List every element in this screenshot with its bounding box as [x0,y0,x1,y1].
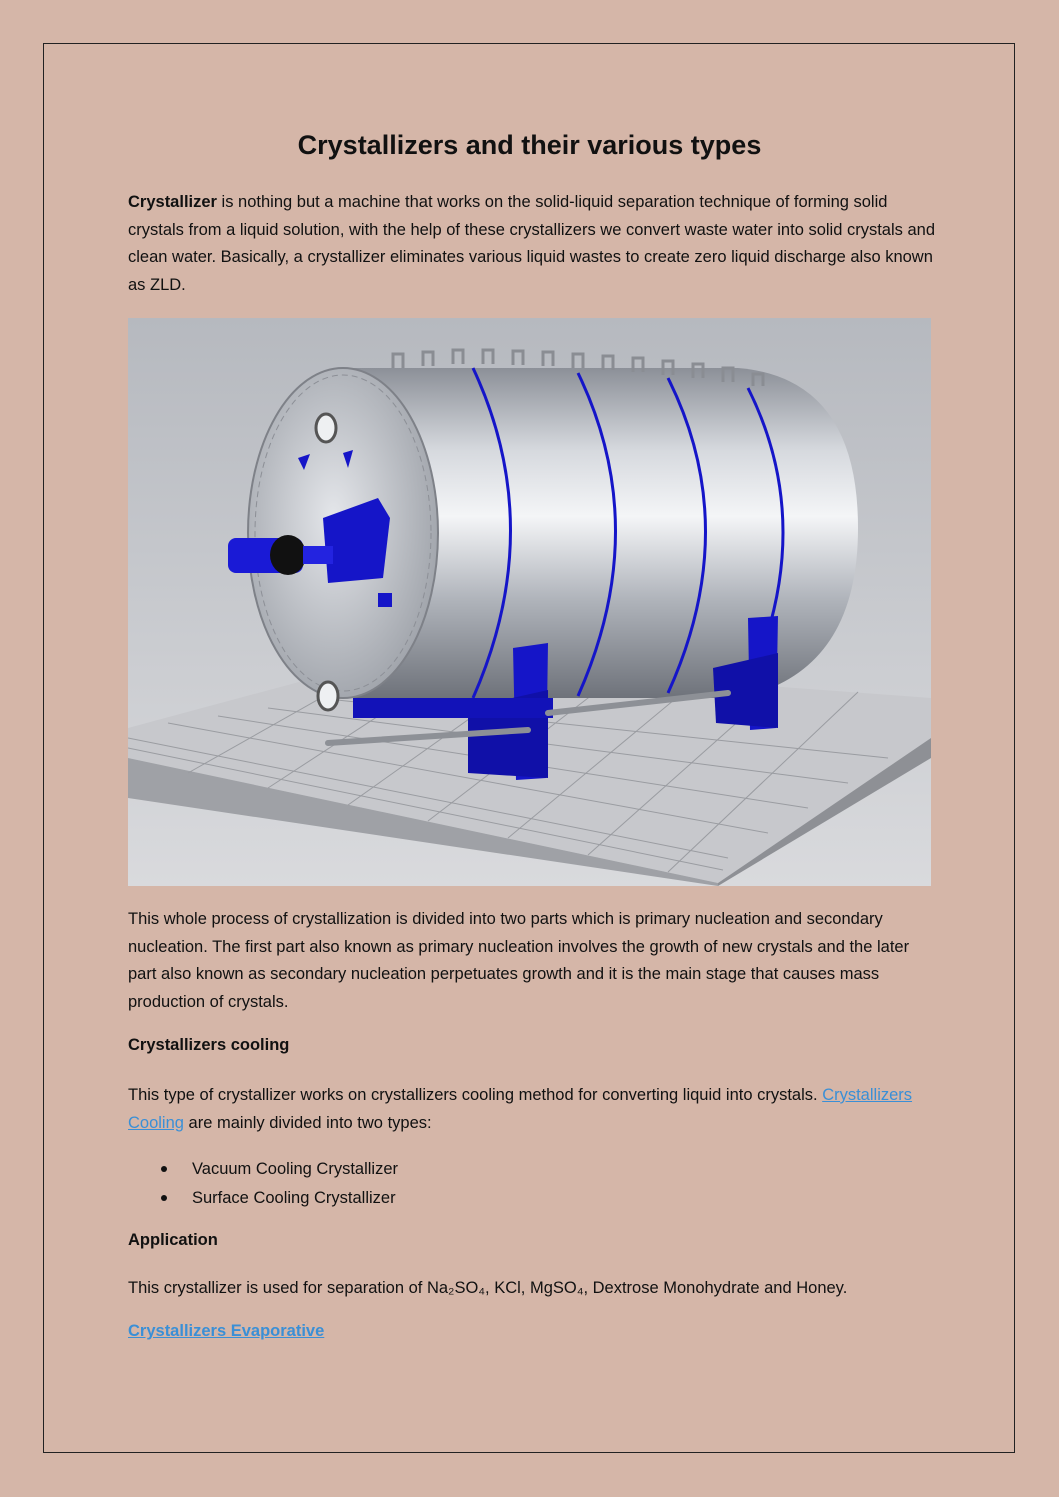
cooling-text-after: are mainly divided into two types: [183,1113,432,1132]
intro-text: is nothing but a machine that works on the solid-liquid separation technique of forming solid crystals from a liquid solution, with the help of these crystallizers we convert waste water into solid crystals and clean water. Basically, a crystallizer eliminates various liquid wastes to create zero liquid discharge also known as ZLD. [128,193,936,294]
list-item [128,1155,398,1184]
list-item-label: Vacuum Cooling Crystallizer [192,1160,399,1178]
list-item-label: Surface Cooling Crystallizer [192,1189,396,1207]
crystallizers-evaporative-link[interactable]: Crystallizers Evaporative [128,1322,325,1340]
intro-bold-term: Crystallizer [128,193,217,211]
cooling-text-before: This type of crystallizer works on crystallizers cooling method for converting liquid into crystals. [128,1086,823,1104]
cooling-heading: Crystallizers cooling [128,1036,290,1054]
intro-paragraph [128,189,936,299]
bullet-icon [161,1195,167,1201]
cooling-types-list [128,1155,398,1213]
application-paragraph: This crystallizer is used for separation of Na₂SO₄, KCl, MgSO₄, Dextrose Monohydrate and Honey. [128,1279,848,1297]
bullet-icon [161,1166,167,1172]
page-title: Crystallizers and their various types [297,130,762,160]
list-item [128,1184,398,1213]
crystallizers-cooling-link[interactable]: Crystallizers Cooling [128,1086,913,1132]
process-paragraph: This whole process of crystallization is divided into two parts which is primary nucleation and secondary nucleation. The first part also known as primary nucleation involves the growth of new crystals and the later part also known as secondary nucleation perpetuates growth and it is the main stage that causes mass production of crystals. [128,910,910,1011]
application-heading: Application [128,1231,218,1249]
crystallizer-illustration [128,318,931,886]
cooling-paragraph [128,1082,936,1137]
